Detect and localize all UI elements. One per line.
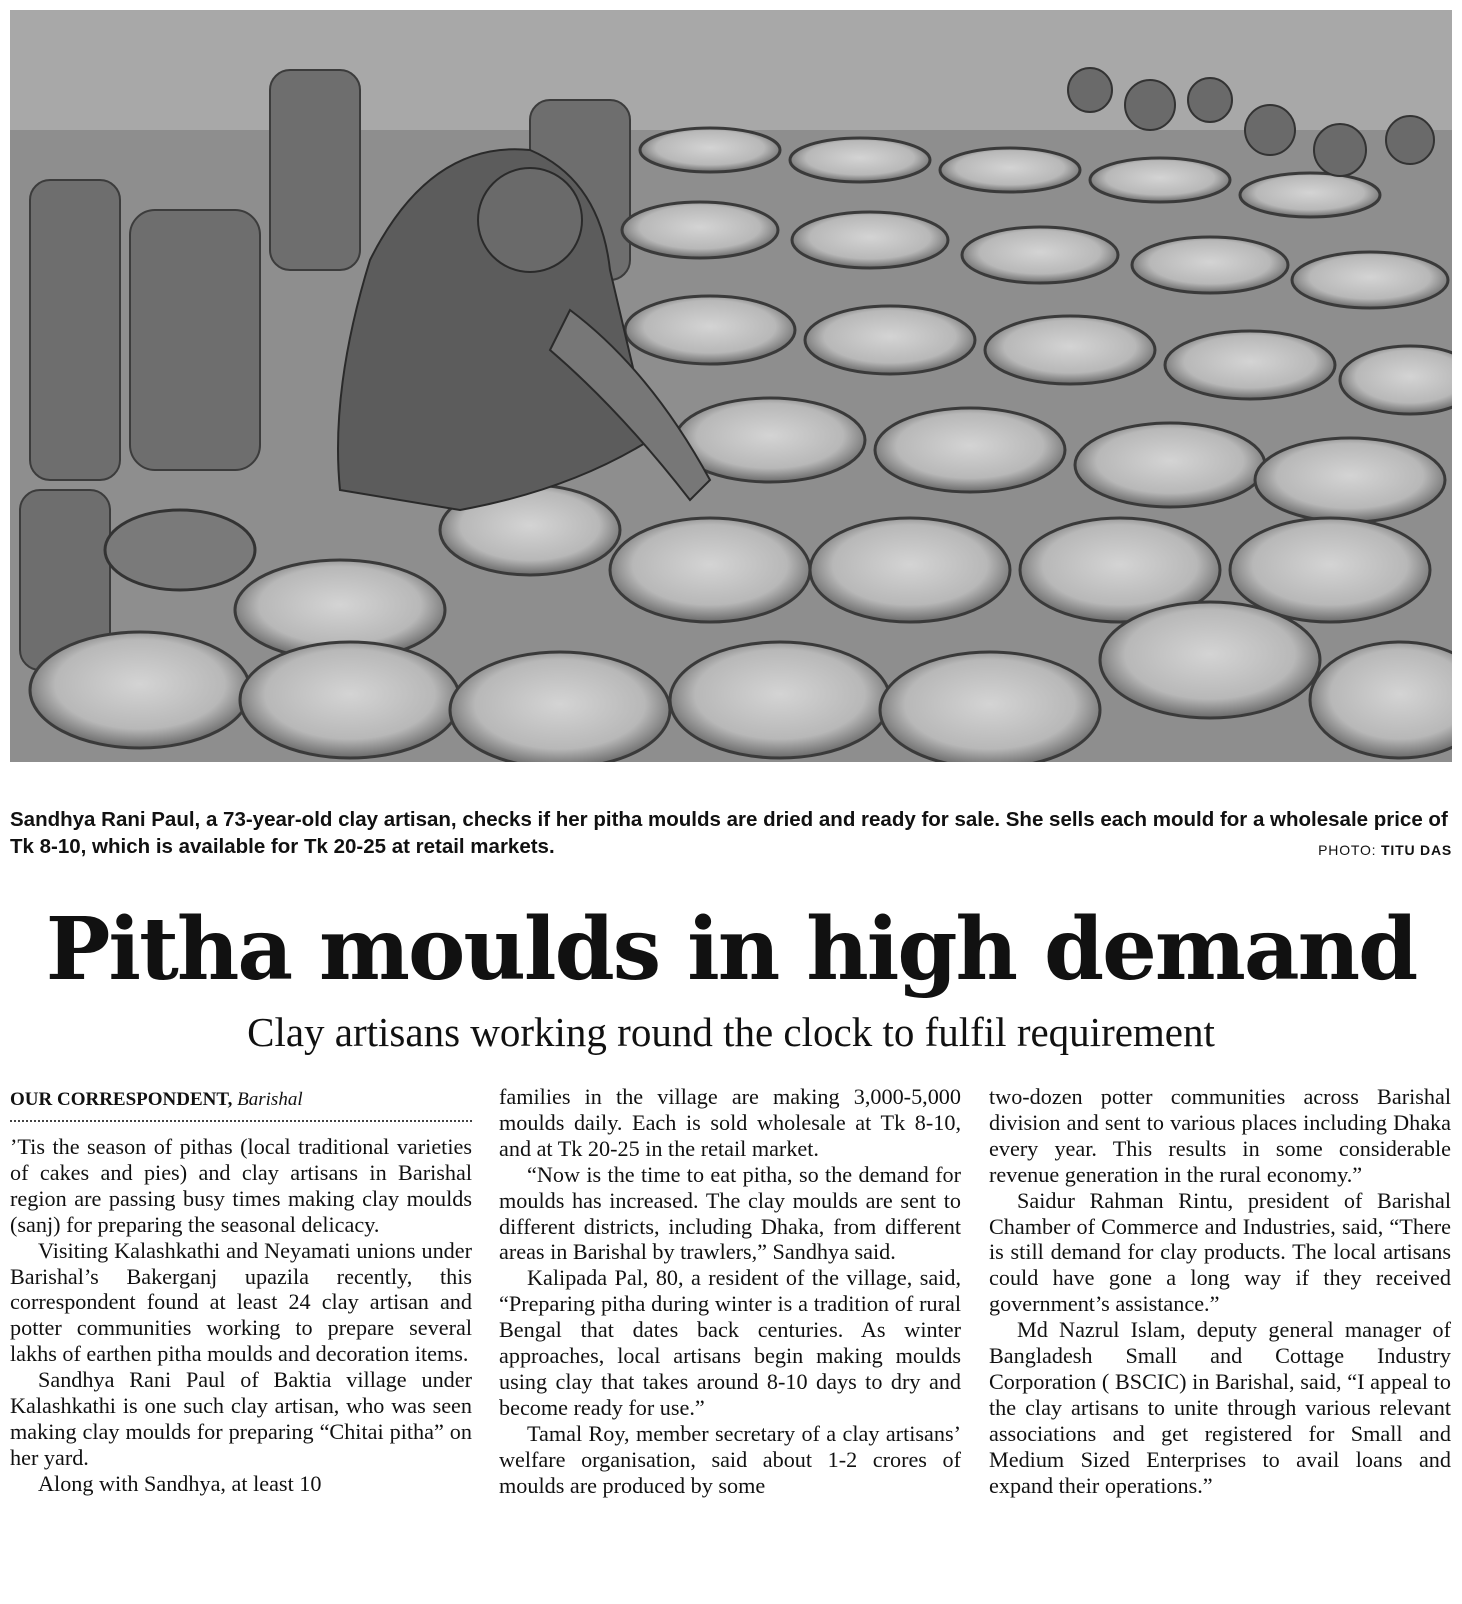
article-column-1: [10, 1088, 472, 1497]
article-paragraph: Saidur Rahman Rintu, president of Barishal Chamber of Commerce and Industries, said, “There is still demand for clay products. The local artisans could have gone a long way if they received government’s assistance.”: [989, 1187, 1451, 1317]
photo-credit-name: TITU DAS: [1381, 842, 1452, 858]
byline: [10, 1088, 472, 1122]
photo-credit-label: PHOTO:: [1318, 842, 1382, 858]
article-paragraph: “Now is the time to eat pitha, so the demand for moulds has increased. The clay moulds are sent to different districts, including Dhaka, from different areas in Barishal by trawlers,” Sandhya said.: [499, 1161, 961, 1265]
photo-placeholder-icon: [10, 10, 1452, 762]
subheadline: Clay artisans working round the clock to fulfil requirement: [247, 1009, 1215, 1055]
article-paragraph: Along with Sandhya, at least 10: [38, 1470, 322, 1496]
article-paragraph: Tamal Roy, member secretary of a clay artisans’ welfare organisation, said about 1-2 crores of moulds are produced by some: [499, 1420, 961, 1498]
article-paragraph: families in the village are making 3,000-5,000 moulds daily. Each is sold wholesale at Tk 8-10, and at Tk 20-25 in the retail market.: [499, 1084, 961, 1161]
photo-credit: [1318, 842, 1452, 858]
article-column-3: [989, 1084, 1451, 1499]
news-photo: [10, 10, 1452, 762]
article-column-2: [499, 1084, 961, 1499]
byline-name: OUR CORRESPONDENT,: [10, 1089, 233, 1110]
article-paragraph: Sandhya Rani Paul of Baktia village under Kalashkathi is one such clay artisan, who was seen making clay moulds for preparing “Chitai pitha” on her yard.: [10, 1367, 472, 1470]
article-paragraph: Visiting Kalashkathi and Neyamati unions under Barishal’s Bakerganj upazila recently, this correspondent found at least 24 clay artisan and potter communities working to prepare several lakhs of earthen pitha moulds and decoration items.: [10, 1237, 472, 1367]
article-paragraph: Kalipada Pal, 80, a resident of the village, said, “Preparing pitha during winter is a tradition of rural Bengal that dates back centuries. As winter approaches, local artisans begin making moulds using clay that takes around 8-10 days to dry and become ready for use.”: [499, 1265, 961, 1420]
article-paragraph: Md Nazrul Islam, deputy general manager of Bangladesh Small and Cottage Industry Corporation ( BSCIC) in Barishal, said, “I appeal to the clay artisans to unite through various relevant associations and get registered for Small and Medium Sized Enterprises to avail loans and expand their operations.”: [989, 1317, 1451, 1498]
photo-caption: Sandhya Rani Paul, a 73-year-old clay artisan, checks if her pitha moulds are dried and ready for sale. She sells each mould for a wholesale price of Tk 8-10, which is available for Tk 20-25 at retail markets.: [10, 808, 1448, 858]
headline: Pitha moulds in high demand: [45, 899, 1417, 1000]
article-paragraph: ’Tis the season of pithas (local traditional varieties of cakes and pies) and clay artisans in Barishal region are passing busy times making clay moulds (sanj) for preparing the seasonal delicacy.: [10, 1134, 472, 1237]
article-paragraph: two-dozen potter communities across Barishal division and sent to various places including Dhaka every year. This results in some considerable revenue generation in the rural economy.”: [989, 1084, 1451, 1187]
byline-place: Barishal: [237, 1089, 303, 1110]
